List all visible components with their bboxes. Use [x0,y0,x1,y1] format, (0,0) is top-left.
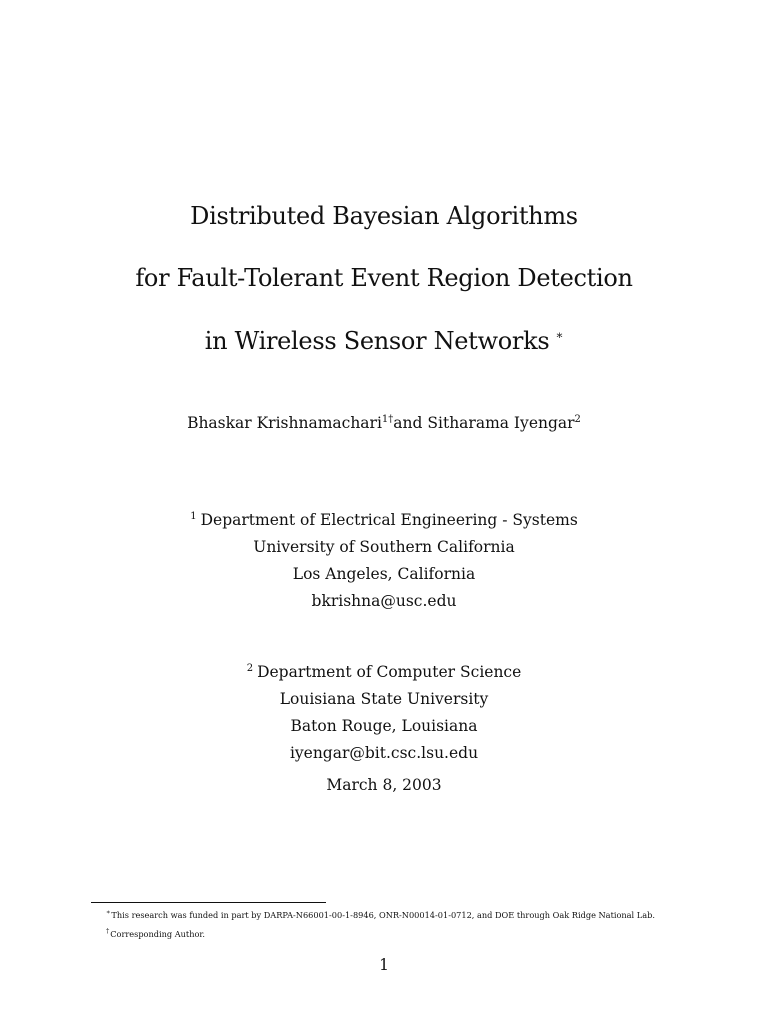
footnote-1 [106,904,655,923]
footnote-1-mark: ∗ [106,908,111,916]
affiliation-1-number: 1 [190,511,197,522]
affiliation-2-institution: Louisiana State University [279,690,489,708]
title-line-3 [0,329,768,353]
affiliation-1-department: Department of Electrical Engineering - Systems [200,511,578,529]
title-line-3-text: in Wireless Sensor Networks [204,327,550,355]
author-2-name: Sitharama Iyengar [427,414,575,432]
affiliation-1 [0,503,768,615]
author-list [0,414,768,432]
author-2-mark: 2 [574,414,581,425]
affiliation-2-email: iyengar@bit.csc.lsu.edu [289,744,479,762]
footnote-2-text: Corresponding Author. [110,929,206,939]
title-footnote-mark: ∗ [555,328,564,342]
affiliation-2 [0,655,768,767]
affiliation-2-number: 2 [246,663,254,674]
footnote-1-text: This research was funded in part by DARPA-N66001-00-1-8946, ONR-N00014-01-0712, and DOE through Oak Ridge National Lab. [111,910,655,920]
footnote-2 [106,923,655,942]
footnotes [106,904,655,942]
footnote-2-mark: † [106,927,110,935]
title-line-2: for Fault-Tolerant Event Region Detection [135,264,633,292]
affiliation-1-institution: University of Southern California [253,538,515,556]
affiliation-2-department: Department of Computer Science [257,663,522,681]
affiliation-2-location: Baton Rouge, Louisiana [290,717,478,735]
footnote-divider [91,902,326,903]
author-1-marks: 1† [381,414,394,425]
paper-date: March 8, 2003 [326,776,442,794]
author-conjunction: and [393,414,423,432]
affiliation-2-department-line [0,655,768,686]
affiliation-1-email: bkrishna@usc.edu [311,592,457,610]
title-line-1: Distributed Bayesian Algorithms [190,202,578,230]
author-1-name: Bhaskar Krishnamachari [187,414,382,432]
affiliation-1-department-line [0,503,768,534]
affiliation-1-location: Los Angeles, California [292,565,476,583]
page-number: 1 [379,956,389,974]
